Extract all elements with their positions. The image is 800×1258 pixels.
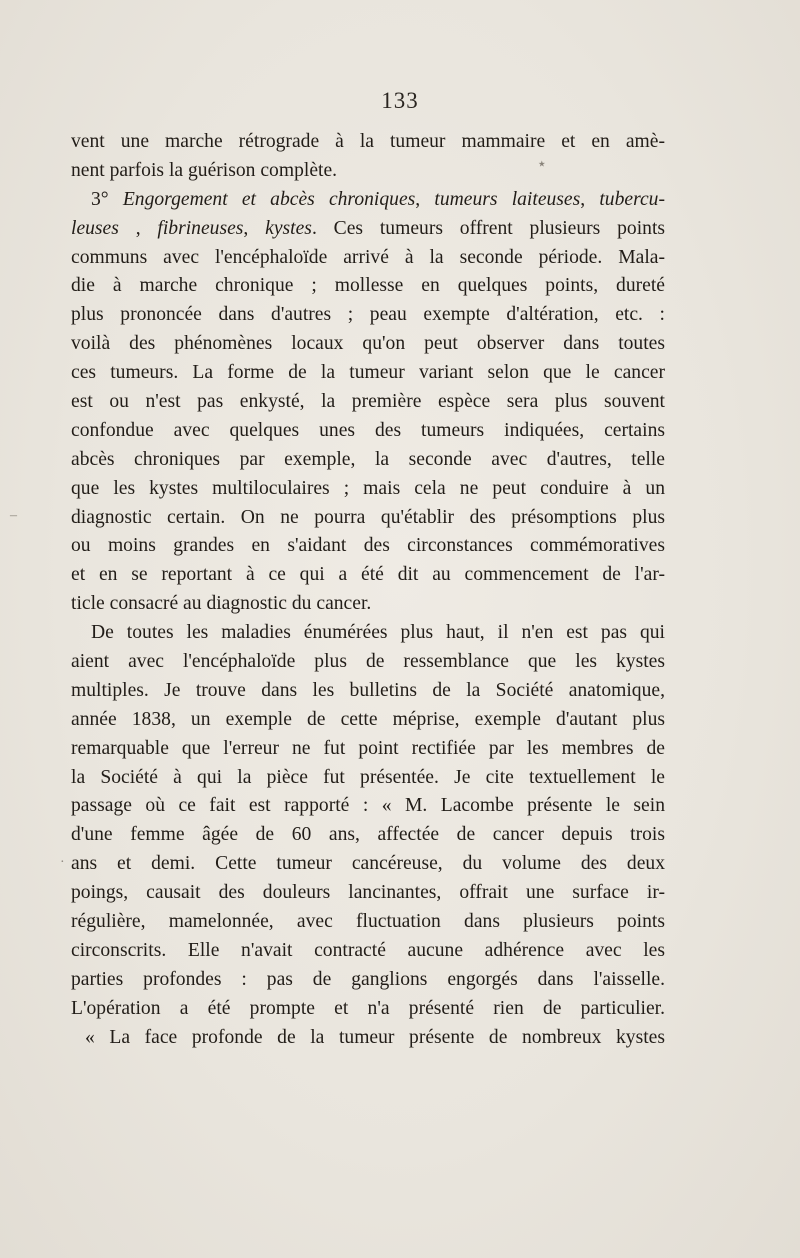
text-line: confondue avec quelques unes des tumeurs indiquées, certains [71, 419, 665, 441]
text-line: que les kystes multiloculaires ; mais cela ne peut conduire à un [71, 477, 665, 499]
text-line: remarquable que l'erreur ne fut point rectifiée par les membres de [71, 737, 665, 759]
text-line: communs avec l'encéphaloïde arrivé à la seconde période. Mala- [71, 246, 665, 268]
text-line: régulière, mamelonnée, avec fluctuation dans plusieurs points [71, 911, 665, 933]
text-line: passage où ce fait est rapporté : « M. Lacombe présente le sein [71, 795, 665, 817]
page-number: 133 [381, 88, 419, 113]
text-line: 3° Engorgement et abcès chroniques, tumeurs laiteuses, tubercu- [91, 188, 665, 210]
text-line: multiples. Je trouve dans les bulletins de la Société anatomique, [71, 679, 665, 701]
ink-speck: · [60, 855, 65, 870]
text-line: ces tumeurs. La forme de la tumeur variant selon que le cancer [71, 362, 665, 384]
text-line: « La face profonde de la tumeur présente de nombreux kystes [85, 1026, 665, 1048]
text-line: poings, causait des douleurs lancinantes, offrait une surface ir- [71, 882, 665, 904]
text-line: ticle consacré au diagnostic du cancer. [71, 593, 372, 615]
text-line: ans et demi. Cette tumeur cancéreuse, du volume des deux [71, 853, 665, 875]
text-line: voilà des phénomènes locaux qu'on peut observer dans toutes [71, 333, 665, 355]
text-line: circonscrits. Elle n'avait contracté aucune adhérence avec les [71, 939, 665, 961]
text-line: die à marche chronique ; mollesse en quelques points, dureté [71, 275, 665, 297]
text-line: année 1838, un exemple de cette méprise, exemple d'autant plus [71, 708, 665, 730]
text-line: plus prononcée dans d'autres ; peau exempte d'altération, etc. : [71, 304, 665, 326]
body-text [71, 128, 665, 1053]
margin-tick: – [10, 508, 17, 523]
text-line: leuses , fibrineuses, kystes. Ces tumeurs offrent plusieurs points [71, 217, 666, 239]
text-line: ou moins grandes en s'aidant des circonstances commémoratives [71, 535, 665, 557]
text-line: et en se reportant à ce qui a été dit au commencement de l'ar- [71, 564, 665, 586]
text-line: abcès chroniques par exemple, la seconde avec d'autres, telle [71, 448, 665, 470]
text-line: est ou n'est pas enkysté, la première espèce sera plus souvent [71, 391, 665, 413]
text-line: la Société à qui la pièce fut présentée. Je cite textuellement le [71, 766, 665, 788]
text-line: d'une femme âgée de 60 ans, affectée de cancer depuis trois [71, 824, 665, 846]
text-line: diagnostic certain. On ne pourra qu'établir des présomptions plus [71, 506, 665, 528]
text-line: vent une marche rétrograde à la tumeur mammaire et en amè- [71, 131, 665, 152]
text-line: L'opération a été prompte et n'a présenté rien de particulier. [71, 997, 665, 1019]
text-line: De toutes les maladies énumérées plus haut, il n'en est pas qui [91, 622, 665, 644]
text-line: nent parfois la guérison complète. [71, 159, 338, 181]
ink-speck: ٭ [538, 157, 546, 172]
text-line: parties profondes : pas de ganglions engorgés dans l'aisselle. [71, 968, 665, 990]
text-line: aient avec l'encéphaloïde plus de ressemblance que les kystes [71, 651, 665, 673]
